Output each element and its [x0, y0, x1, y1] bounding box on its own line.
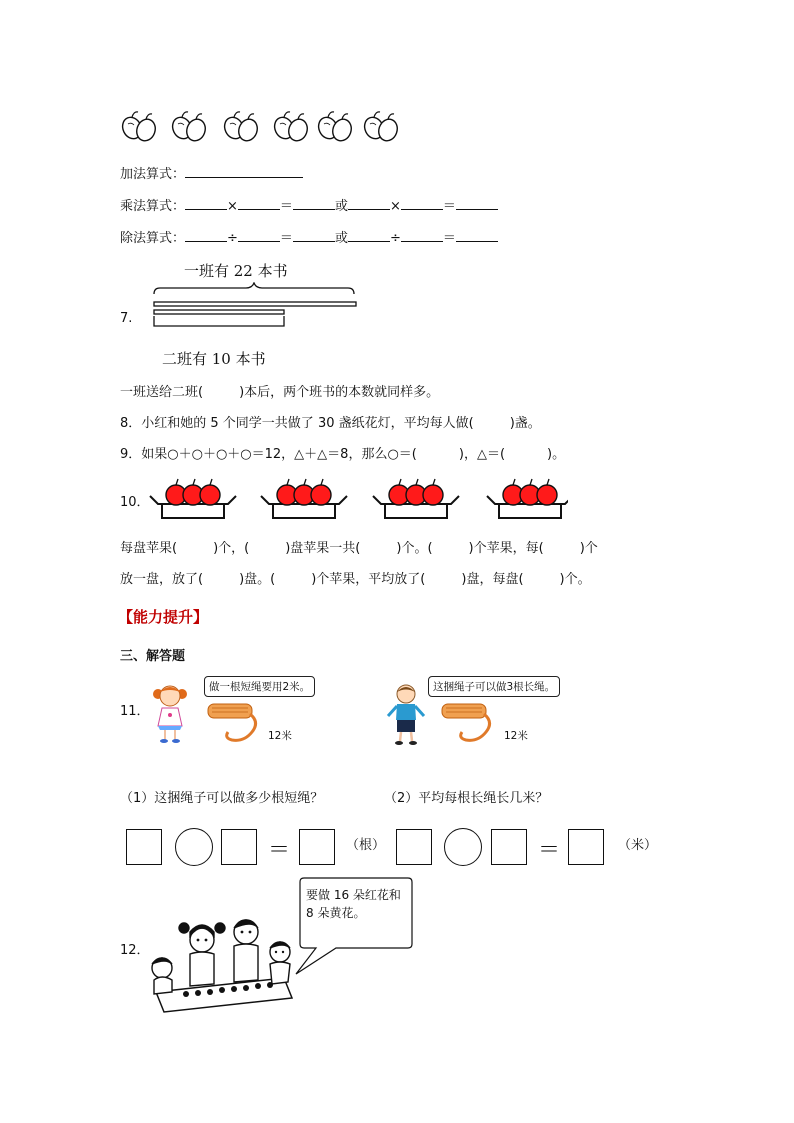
answer-blank[interactable] — [185, 198, 227, 210]
unit-label-gen: （根） — [346, 838, 386, 853]
q7-top-label: 一班有 22 本书 — [184, 262, 288, 280]
q9-text: )。 — [547, 447, 566, 462]
equals-sign: ＝ — [279, 199, 293, 214]
fruit-row-illustration — [120, 106, 420, 146]
equals-sign: ＝ — [442, 199, 456, 214]
times-sign: × — [227, 199, 238, 214]
q10-text: )盘苹果一共( — [285, 541, 361, 556]
answer-box[interactable] — [126, 829, 162, 865]
answer-blank[interactable] — [185, 230, 227, 242]
equals-sign: ＝ — [279, 231, 293, 246]
operator-circle[interactable] — [175, 828, 213, 866]
apple-plate — [373, 479, 459, 518]
rope-length-label: 12米 — [268, 730, 292, 742]
girl-speech-bubble: 做一根短绳要用2米。 — [204, 676, 315, 697]
boy-illustration — [384, 682, 428, 746]
q10-line-1 — [120, 541, 598, 557]
q7-text: 一班送给二班( — [120, 385, 204, 400]
q7-number: 7. — [120, 311, 133, 326]
q12-bubble-line-1: 要做 16 朵红花和 — [306, 888, 401, 902]
fruit-pair — [169, 112, 208, 144]
apple-plate — [487, 479, 568, 518]
q12-bubble-line-2: 8 朵黄花。 — [306, 906, 366, 920]
answer-box[interactable] — [568, 829, 604, 865]
answer-blank[interactable] — [293, 198, 335, 210]
q10-text: )个。( — [396, 541, 433, 556]
part-title: 三、解答题 — [120, 649, 186, 664]
q8-text: )盏。 — [509, 416, 541, 431]
q10-text: 放一盘，放了( — [120, 572, 204, 587]
class1-bar — [154, 302, 356, 306]
q7-bar-diagram — [148, 282, 362, 338]
q10-number: 10． — [120, 495, 150, 510]
division-formula-line — [120, 230, 498, 247]
answer-blank[interactable] — [185, 166, 303, 178]
q10-text: )盘，每盘( — [461, 572, 524, 587]
answer-box[interactable] — [491, 829, 527, 865]
q10-text: )个，( — [213, 541, 250, 556]
q7-question — [120, 385, 439, 401]
answer-blank[interactable] — [238, 198, 280, 210]
multiplication-label: 乘法算式： — [120, 199, 186, 214]
q10-text: )个 — [579, 541, 598, 556]
divide-sign: ÷ — [227, 231, 238, 246]
q10-text: )个。 — [559, 572, 591, 587]
section-title: 【能力提升】 — [118, 608, 209, 626]
q8-question — [120, 416, 541, 432]
top-brace — [154, 283, 354, 294]
multiplication-formula-line — [120, 198, 498, 215]
q10-text: )盘。( — [239, 572, 276, 587]
rope-coil-icon — [206, 700, 262, 746]
answer-box[interactable] — [396, 829, 432, 865]
fruit-pair — [271, 112, 310, 144]
answer-blank[interactable] — [456, 198, 498, 210]
rope-length-label: 12米 — [504, 730, 528, 742]
addition-formula-line — [120, 166, 303, 183]
answer-box[interactable] — [221, 829, 257, 865]
apple-plates-illustration — [148, 474, 568, 524]
q9-text: )，△＝( — [458, 447, 506, 462]
times-sign: × — [389, 199, 401, 214]
boy-speech-bubble: 这捆绳子可以做3根长绳。 — [428, 676, 560, 697]
apple-plate — [150, 479, 236, 518]
q10-text: 每盘苹果( — [120, 541, 178, 556]
apple-plate — [261, 479, 347, 518]
q9-question — [120, 447, 565, 463]
q10-text: )个苹果，平均放了( — [311, 572, 426, 587]
answer-blank[interactable] — [238, 230, 280, 242]
q10-line-2 — [120, 572, 591, 588]
divide-sign: ÷ — [389, 231, 401, 246]
q7-bottom-label: 二班有 10 本书 — [162, 350, 266, 368]
q11-sub-question-2: （2）平均每根长绳长几米？ — [384, 791, 549, 806]
addition-label: 加法算式： — [120, 167, 186, 182]
division-label: 除法算式： — [120, 231, 186, 246]
fruit-pair — [120, 112, 158, 144]
q7-text: )本后，两个班书的本数就同样多。 — [239, 385, 440, 400]
operator-circle[interactable] — [444, 828, 482, 866]
rope-coil-icon — [440, 700, 496, 746]
equals-sign: ＝ — [538, 838, 561, 863]
or-label: 或 — [334, 199, 348, 214]
q10-text: )个苹果，每( — [468, 541, 544, 556]
q12-bubble-text — [306, 886, 401, 922]
class2-bar — [154, 310, 284, 314]
fruit-pair — [315, 112, 354, 144]
equals-sign: ＝ — [268, 838, 291, 863]
bottom-brace — [154, 316, 284, 326]
answer-blank[interactable] — [348, 198, 390, 210]
girl-illustration — [150, 682, 190, 744]
or-label: 或 — [334, 231, 348, 246]
answer-box[interactable] — [299, 829, 335, 865]
q11-number: 11． — [120, 704, 150, 719]
q8-text: 8．小红和她的 5 个同学一共做了 30 盏纸花灯，平均每人做( — [120, 416, 474, 431]
unit-label-mi: （米） — [618, 838, 658, 853]
q9-text: 9．如果○＋○＋○＋○＝12，△＋△＝8，那么○＝( — [120, 447, 417, 462]
answer-blank[interactable] — [401, 230, 443, 242]
answer-blank[interactable] — [348, 230, 390, 242]
equals-sign: ＝ — [442, 231, 456, 246]
fruit-pair — [221, 112, 260, 144]
fruit-pair — [361, 112, 400, 144]
q12-number: 12． — [120, 943, 150, 958]
q11-sub-question-1: （1）这捆绳子可以做多少根短绳？ — [120, 791, 324, 806]
answer-blank[interactable] — [293, 230, 335, 242]
answer-blank[interactable] — [456, 230, 498, 242]
answer-blank[interactable] — [401, 198, 443, 210]
